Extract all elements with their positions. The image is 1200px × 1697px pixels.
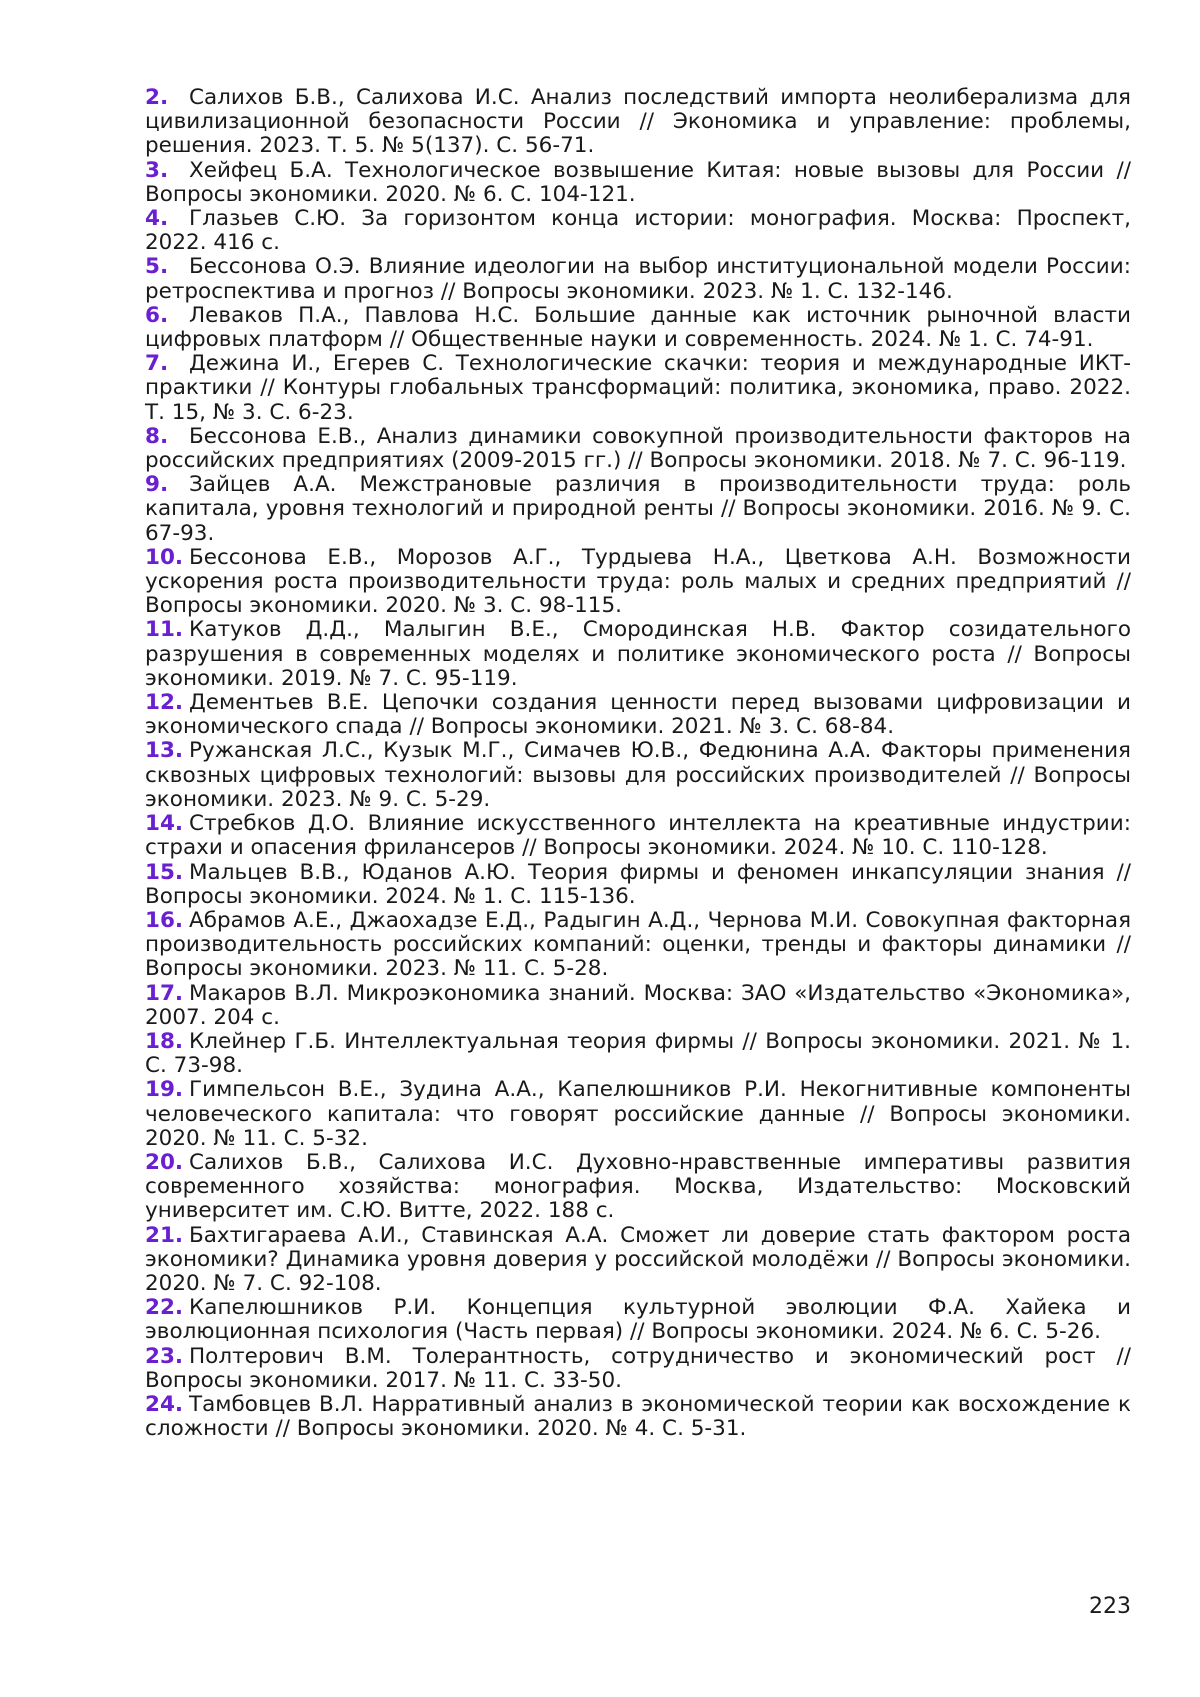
reference-text: Бахтигараева А.И., Ставинская А.А. Сможет ли доверие стать фактором роста экономики? Динамика уровня доверия у российской молодёжи // Вопросы экономики. 2020. № 7. С. 92-108. (145, 1223, 1131, 1296)
reference-number: 5. (145, 255, 189, 279)
reference-text: Хейфец Б.А. Технологическое возвышение Китая: новые вызовы для России // Вопросы экономики. 2020. № 6. С. 104-121. (145, 158, 1131, 207)
reference-item (145, 812, 1131, 860)
reference-text: Тамбовцев В.Л. Нарративный анализ в экономической теории как восхождение к сложности // Вопросы экономики. 2020. № 4. С. 5-31. (145, 1392, 1131, 1441)
reference-item (145, 255, 1131, 303)
reference-number: 17. (145, 982, 189, 1006)
reference-text: Ружанская Л.С., Кузык М.Г., Симачев Ю.В., Федюнина А.А. Факторы применения сквозных цифровых технологий: вызовы для российских производителей // Вопросы экономики. 2023. № 9. С. 5-29. (145, 738, 1131, 811)
reference-item (145, 1078, 1131, 1151)
reference-number: 13. (145, 739, 189, 763)
reference-item (145, 618, 1131, 691)
reference-item (145, 304, 1131, 352)
page-number: 223 (1089, 1594, 1131, 1619)
reference-number: 4. (145, 207, 189, 231)
reference-item (145, 1393, 1131, 1441)
reference-text: Стребков Д.О. Влияние искусственного интеллекта на креативные индустрии: страхи и опасения фрилансеров // Вопросы экономики. 2024. № 10. С. 110-128. (145, 811, 1131, 860)
reference-text: Дежина И., Егерев С. Технологические скачки: теория и международные ИКТ-практики // Контуры глобальных трансформаций: политика, экономика, право. 2022. Т. 15, № 3. С. 6-23. (145, 351, 1131, 424)
reference-text: Леваков П.А., Павлова Н.С. Большие данные как источник рыночной власти цифровых платформ // Общественные науки и современность. 2024. № 1. С. 74-91. (145, 303, 1131, 352)
reference-text: Дементьев В.Е. Цепочки создания ценности перед вызовами цифровизации и экономического спада // Вопросы экономики. 2021. № 3. С. 68-84. (145, 690, 1131, 739)
reference-number: 14. (145, 812, 189, 836)
reference-item (145, 1296, 1131, 1344)
reference-text: Мальцев В.В., Юданов А.Ю. Теория фирмы и феномен инкапсуляции знания // Вопросы экономики. 2024. № 1. С. 115-136. (145, 860, 1131, 909)
reference-number: 24. (145, 1393, 189, 1417)
reference-number: 2. (145, 86, 189, 110)
reference-item (145, 207, 1131, 255)
reference-item (145, 86, 1131, 159)
reference-text: Бессонова Е.В., Морозов А.Г., Турдыева Н.А., Цветкова А.Н. Возможности ускорения роста производительности труда: роль малых и средних предприятий // Вопросы экономики. 2020. № 3. С. 98-115. (145, 545, 1131, 618)
reference-item (145, 1151, 1131, 1224)
reference-number: 16. (145, 909, 189, 933)
reference-text: Полтерович В.М. Толерантность, сотрудничество и экономический рост // Вопросы экономики. 2017. № 11. С. 33-50. (145, 1344, 1131, 1393)
reference-text: Макаров В.Л. Микроэкономика знаний. Москва: ЗАО «Издательство «Экономика», 2007. 204 с. (145, 981, 1131, 1030)
reference-item (145, 352, 1131, 425)
reference-text: Капелюшников Р.И. Концепция культурной эволюции Ф.А. Хайека и эволюционная психология (Часть первая) // Вопросы экономики. 2024. № 6. С. 5-26. (145, 1295, 1131, 1344)
reference-item (145, 1030, 1131, 1078)
reference-text: Катуков Д.Д., Малыгин В.Е., Смородинская Н.В. Фактор созидательного разрушения в современных моделях и политике экономического роста // Вопросы экономики. 2019. № 7. С. 95-119. (145, 617, 1131, 690)
reference-text: Бессонова Е.В., Анализ динамики совокупной производительности факторов на российских предприятиях (2009-2015 гг.) // Вопросы экономики. 2018. № 7. С. 96-119. (145, 424, 1131, 473)
reference-item (145, 1345, 1131, 1393)
reference-number: 23. (145, 1345, 189, 1369)
reference-text: Бессонова О.Э. Влияние идеологии на выбор институциональной модели России: ретроспектива и прогноз // Вопросы экономики. 2023. № 1. С. 132-146. (145, 254, 1131, 303)
reference-number: 3. (145, 159, 189, 183)
reference-number: 15. (145, 861, 189, 885)
reference-number: 10. (145, 546, 189, 570)
reference-number: 18. (145, 1030, 189, 1054)
reference-item (145, 739, 1131, 812)
reference-item (145, 861, 1131, 909)
reference-item (145, 909, 1131, 982)
reference-text: Салихов Б.В., Салихова И.С. Духовно-нравственные императивы развития современного хозяйства: монография. Москва, Издательство: Московский университет им. С.Ю. Витте, 2022. 188 с. (145, 1150, 1131, 1223)
reference-number: 6. (145, 304, 189, 328)
reference-number: 7. (145, 352, 189, 376)
reference-item (145, 691, 1131, 739)
reference-number: 21. (145, 1224, 189, 1248)
reference-number: 11. (145, 618, 189, 642)
reference-number: 12. (145, 691, 189, 715)
reference-item (145, 159, 1131, 207)
reference-item (145, 473, 1131, 546)
reference-number: 19. (145, 1078, 189, 1102)
reference-number: 8. (145, 425, 189, 449)
reference-text: Клейнер Г.Б. Интеллектуальная теория фирмы // Вопросы экономики. 2021. № 1. С. 73-98. (145, 1029, 1131, 1078)
reference-number: 22. (145, 1296, 189, 1320)
reference-text: Гимпельсон В.Е., Зудина А.А., Капелюшников Р.И. Некогнитивные компоненты человеческого капитала: что говорят российские данные // Вопросы экономики. 2020. № 11. С. 5-32. (145, 1077, 1131, 1150)
reference-text: Зайцев А.А. Межстрановые различия в производительности труда: роль капитала, уровня технологий и природной ренты // Вопросы экономики. 2016. № 9. С. 67-93. (145, 472, 1131, 545)
reference-text: Абрамов А.Е., Джаохадзе Е.Д., Радыгин А.Д., Чернова М.И. Совокупная факторная производительность российских компаний: оценки, тренды и факторы динамики // Вопросы экономики. 2023. № 11. С. 5-28. (145, 908, 1131, 981)
reference-number: 20. (145, 1151, 189, 1175)
reference-item (145, 1224, 1131, 1297)
reference-item (145, 982, 1131, 1030)
reference-list (145, 86, 1131, 1441)
reference-text: Салихов Б.В., Салихова И.С. Анализ последствий импорта неолиберализма для цивилизационной безопасности России // Экономика и управление: проблемы, решения. 2023. Т. 5. № 5(137). С. 56-71. (145, 85, 1131, 158)
reference-number: 9. (145, 473, 189, 497)
reference-item (145, 546, 1131, 619)
reference-text: Глазьев С.Ю. За горизонтом конца истории: монография. Москва: Проспект, 2022. 416 с. (145, 206, 1131, 255)
reference-item (145, 425, 1131, 473)
